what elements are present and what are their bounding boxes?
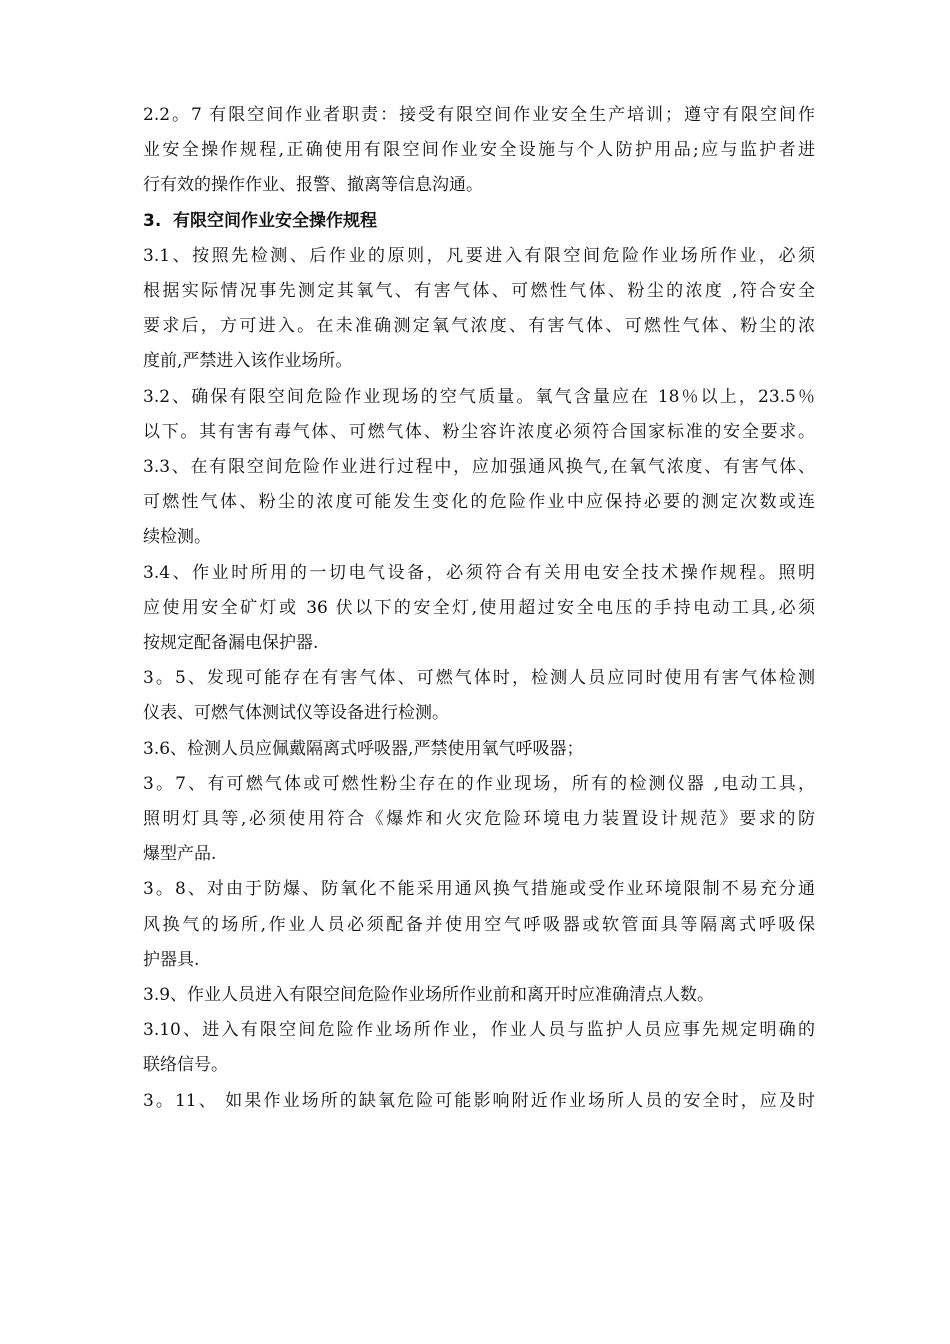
text-line: 根据实际情况事先测定其氧气、有害气体、可燃性气体、粉尘的浓度 ,符合安全 bbox=[143, 281, 815, 302]
text-line: 3.1、按照先检测、后作业的原则，凡要进入有限空间危险作业场所作业，必须 bbox=[143, 245, 815, 266]
paragraph-3-4 bbox=[143, 556, 815, 662]
text-line: 3.3、在有限空间危险作业进行过程中，应加强通风换气,在氧气浓度、有害气体、 bbox=[143, 457, 815, 478]
text-line: 要求后，方可进入。在未准确测定氧气浓度、有害气体、可燃性气体、粉尘的浓 bbox=[143, 316, 815, 337]
text-line: 可燃性气体、粉尘的浓度可能发生变化的危险作业中应保持必要的测定次数或连 bbox=[143, 492, 815, 513]
section-heading-3 bbox=[143, 204, 815, 239]
text-line: 联络信号。 bbox=[143, 1055, 228, 1076]
section-title: 有限空间作业安全操作规程 bbox=[173, 210, 377, 231]
text-line: 应使用安全矿灯或 36 伏以下的安全灯,使用超过安全电压的手持电动工具,必须 bbox=[143, 597, 815, 618]
paragraph-3-10 bbox=[143, 1013, 815, 1083]
text-line: 2.2。7 有限空间作业者职责：接受有限空间作业安全生产培训；遵守有限空间作 bbox=[143, 105, 815, 125]
paragraph-3-2 bbox=[143, 380, 815, 450]
text-line: 3.4、作业时所用的一切电气设备，必须符合有关用电安全技术操作规程。照明 bbox=[143, 562, 815, 583]
text-line: 业安全操作规程,正确使用有限空间作业安全设施与个人防护用品;应与监护者进 bbox=[143, 140, 815, 161]
text-line: 度前,严禁进入该作业场所。 bbox=[143, 351, 353, 372]
text-line: 3。11、 如果作业场所的缺氧危险可能影响附近作业场所人员的安全时，应及时 bbox=[143, 1090, 815, 1111]
text-line: 续检测。 bbox=[143, 527, 211, 548]
text-line: 3.6、检测人员应佩戴隔离式呼吸器,严禁使用氧气呼吸器； bbox=[143, 738, 584, 759]
paragraph-3-1 bbox=[143, 239, 815, 380]
text-line: 行有效的操作作业、报警、撤离等信息沟通。 bbox=[143, 175, 483, 196]
paragraph-3-5 bbox=[143, 661, 815, 731]
paragraph-3-7 bbox=[143, 767, 815, 873]
text-line: 按规定配备漏电保护器. bbox=[143, 633, 319, 654]
text-line: 3。8、对由于防爆、防氧化不能采用通风换气措施或受作业环境限制不易充分通 bbox=[143, 879, 815, 900]
text-line: 以下。其有害有毒气体、可燃气体、粉尘容许浓度必须符合国家标准的安全要求。 bbox=[143, 421, 815, 442]
paragraph-3-3 bbox=[143, 450, 815, 556]
paragraph-3-11 bbox=[143, 1084, 815, 1119]
paragraph-2-2-7 bbox=[143, 98, 815, 204]
text-line: 护器具. bbox=[143, 949, 200, 970]
text-line: 3.2、确保有限空间危险作业现场的空气质量。氧气含量应在 18％以上，23.5％ bbox=[143, 386, 815, 407]
document-body bbox=[143, 98, 815, 1119]
text-line: 3。7、有可燃气体或可燃性粉尘存在的作业现场，所有的检测仪器 ,电动工具， bbox=[143, 773, 815, 794]
paragraph-3-6 bbox=[143, 732, 815, 767]
section-number: 3. bbox=[143, 210, 162, 231]
paragraph-3-9 bbox=[143, 978, 815, 1013]
text-line: 照明灯具等,必须使用符合《爆炸和火灾危险环境电力装置设计规范》要求的防 bbox=[143, 809, 815, 830]
paragraph-3-8 bbox=[143, 872, 815, 978]
text-line: 3.9、作业人员进入有限空间危险作业场所作业前和离开时应准确清点人数。 bbox=[143, 985, 715, 1006]
text-line: 爆型产品. bbox=[143, 844, 217, 865]
text-line: 风换气的场所,作业人员必须配备并使用空气呼吸器或软管面具等隔离式呼吸保 bbox=[143, 914, 815, 935]
text-line: 仪表、可燃气体测试仪等设备进行检测。 bbox=[143, 703, 449, 724]
text-line: 3.10、进入有限空间危险作业场所作业，作业人员与监护人员应事先规定明确的 bbox=[143, 1020, 815, 1041]
text-line: 3。5、发现可能存在有害气体、可燃气体时，检测人员应同时使用有害气体检测 bbox=[143, 668, 815, 689]
